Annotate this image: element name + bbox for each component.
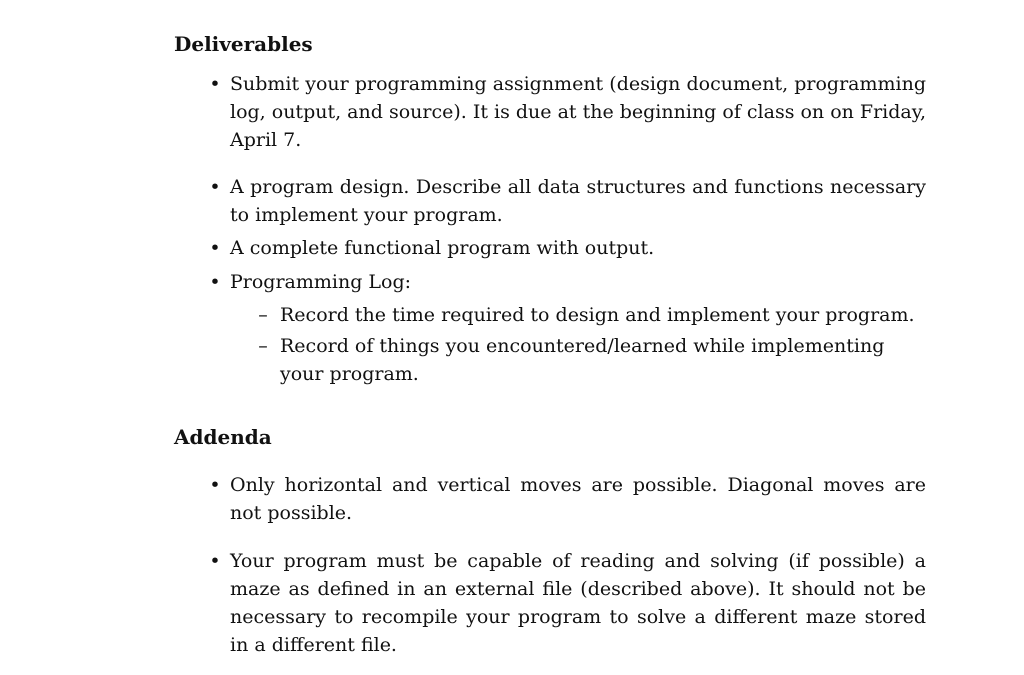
log-subitem-time [258, 301, 932, 329]
deliverable-item-text: A complete functional program with output. [230, 237, 655, 259]
deliverable-item-text: Submit your programming assignment (design document, programming log, output, and source). It is due at the beginning of class on on Friday, April 7. [230, 73, 926, 151]
addenda-item-moves [209, 471, 926, 527]
deliverable-item-submit [209, 70, 926, 154]
section-title-addenda: Addenda [174, 425, 272, 449]
addenda-item-text: Only horizontal and vertical moves are possible. Diagonal moves are not possible. [230, 474, 926, 524]
deliverable-item-text: Programming Log: [230, 271, 412, 293]
deliverable-item-program [209, 234, 926, 262]
log-subitem-text: Record the time required to design and implement your program. [280, 304, 915, 326]
addenda-item-maze-file [209, 547, 926, 659]
dash-icon: – [258, 304, 268, 326]
bullet-icon: • [209, 176, 221, 198]
bullet-icon: • [209, 474, 221, 496]
bullet-icon: • [209, 550, 221, 572]
deliverable-item-text: A program design. Describe all data structures and functions necessary to implement your program. [230, 176, 926, 226]
addenda-item-text: Your program must be capable of reading and solving (if possible) a maze as defined in an external file (described above). It should not be necessary to recompile your program to solve a different maze stored in a different file. [230, 550, 926, 656]
dash-icon: – [258, 335, 268, 357]
log-subitem-text: Record of things you encountered/learned while implementing your program. [280, 335, 885, 385]
bullet-icon: • [209, 271, 221, 293]
bullet-icon: • [209, 73, 221, 95]
deliverable-item-log [209, 268, 926, 296]
deliverable-item-design [209, 173, 926, 229]
section-title-deliverables: Deliverables [174, 32, 313, 56]
bullet-icon: • [209, 237, 221, 259]
log-subitem-learned [258, 332, 932, 388]
